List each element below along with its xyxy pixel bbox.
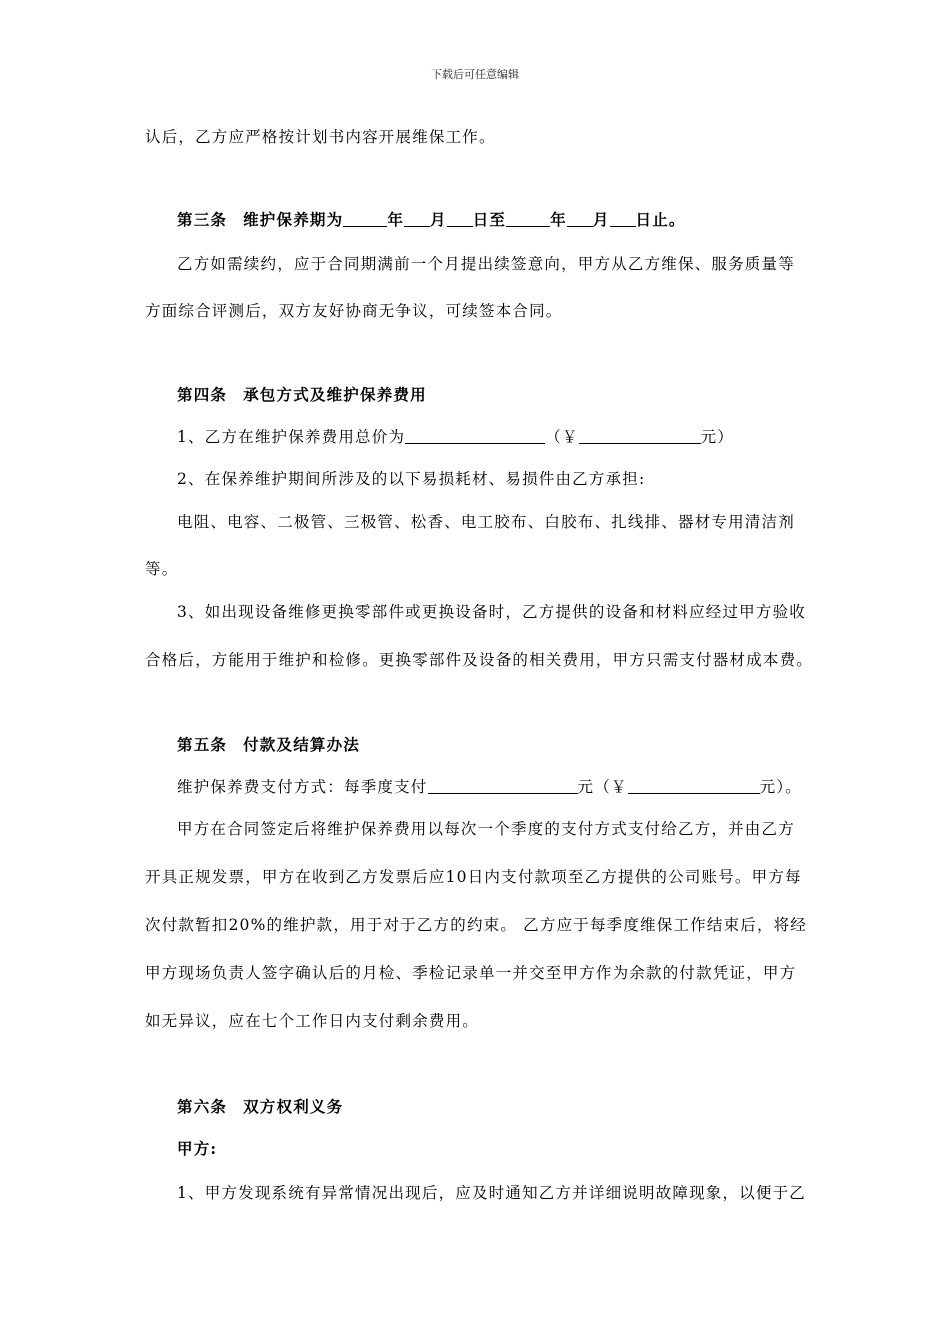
article-4-title: 承包方式及维护保养费用 xyxy=(243,385,427,404)
article-6-item-1: 1、甲方发现系统有异常情况出现后，应及时通知乙方并详细说明故障现象，以便于乙 xyxy=(177,1184,806,1202)
article-5-paragraph-line: 甲方现场负责人签字确认后的月检、季检记录单一并交至甲方作为余款的付款凭证，甲方 xyxy=(145,964,797,982)
item-text: 元（￥ xyxy=(577,778,628,796)
day-end-label: 日止。 xyxy=(635,210,686,229)
article-3-text: 维护保养期为 xyxy=(243,210,344,229)
article-3-number: 第三条 xyxy=(177,210,228,229)
article-4-parts-list-line: 电阻、电容、二极管、三极管、松香、电工胶布、白胶布、扎线排、器材专用清洁剂 xyxy=(177,513,795,531)
month-label: 月 xyxy=(430,210,447,229)
article-5-number: 第五条 xyxy=(177,735,228,754)
article-5-paragraph-line: 开具正规发票，甲方在收到乙方发票后应10日内支付款项至乙方提供的公司账号。甲方每 xyxy=(145,868,802,886)
item-text: 1、乙方在维护保养费用总价为 xyxy=(177,428,406,446)
blank-start-month xyxy=(404,210,430,227)
article-3-heading xyxy=(177,209,817,231)
article-4-parts-list-line: 等。 xyxy=(145,560,179,578)
article-6-number: 第六条 xyxy=(177,1097,228,1116)
party-a-label: 甲方: xyxy=(177,1139,218,1158)
year-label: 年 xyxy=(550,210,567,229)
article-5-payment-method xyxy=(177,776,817,798)
item-text: 维护保养费支付方式：每季度支付 xyxy=(177,778,428,796)
article-5-paragraph-line: 如无异议，应在七个工作日内支付剩余费用。 xyxy=(145,1012,480,1030)
article-4-heading xyxy=(177,384,817,406)
article-4-item-1 xyxy=(177,426,817,448)
article-5-heading xyxy=(177,734,817,756)
month-label: 月 xyxy=(592,210,610,229)
paragraph-continuation: 认后，乙方应严格按计划书内容开展维保工作。 xyxy=(145,128,496,146)
article-3-paragraph-line: 方面综合评测后，双方友好协商无争议，可续签本合同。 xyxy=(145,302,563,320)
blank-start-day xyxy=(447,210,473,227)
article-5-paragraph-line: 次付款暂扣20%的维护款，用于对于乙方的约束。 乙方应于每季度维保工作结束后，将经 xyxy=(145,916,808,934)
item-text: 元）。 xyxy=(759,778,802,796)
article-6-title: 双方权利义务 xyxy=(243,1097,344,1116)
page-header: 下载后可任意编辑 xyxy=(431,68,519,81)
article-6-heading xyxy=(177,1096,817,1118)
article-4-item-3-line: 3、如出现设备维修更换零部件或更换设备时，乙方提供的设备和材料应经过甲方验收 xyxy=(177,603,806,621)
blank-quarterly-amount xyxy=(428,777,578,794)
blank-total-price-number xyxy=(579,427,701,444)
blank-start-year xyxy=(343,210,387,227)
article-5-paragraph-line: 甲方在合同签定后将维护保养费用以每次一个季度的支付方式支付给乙方，并由乙方 xyxy=(177,820,795,838)
article-5-title: 付款及结算办法 xyxy=(243,735,361,754)
article-4-number: 第四条 xyxy=(177,385,228,404)
blank-quarterly-amount-number xyxy=(628,777,760,794)
blank-end-month xyxy=(567,210,593,227)
article-3-paragraph-line: 乙方如需续约，应于合同期满前一个月提出续签意向，甲方从乙方维保、服务质量等 xyxy=(177,255,795,273)
day-to-label: 日至 xyxy=(472,210,507,229)
year-label: 年 xyxy=(387,210,405,229)
article-4-item-2: 2、在保养维护期间所涉及的以下易损耗材、易损件由乙方承担: xyxy=(177,470,646,488)
item-text: 元） xyxy=(700,428,734,446)
blank-end-year xyxy=(506,210,550,227)
article-4-item-3-line: 合格后，方能用于维护和检修。更换零部件及设备的相关费用，甲方只需支付器材成本费。 xyxy=(145,651,814,669)
blank-end-day xyxy=(610,210,636,227)
item-text: （￥ xyxy=(545,428,579,446)
blank-total-price xyxy=(405,427,545,444)
